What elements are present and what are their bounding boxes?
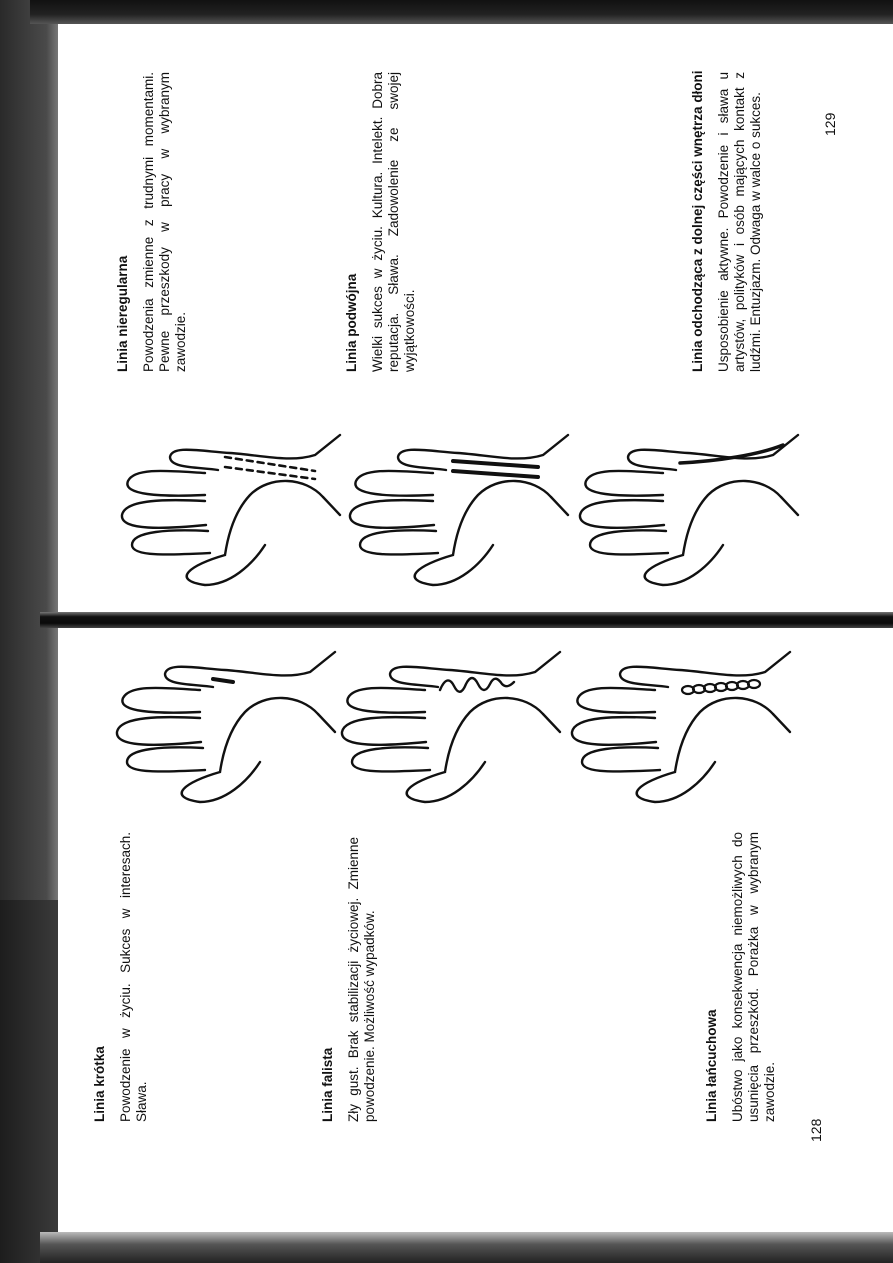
- scan-edge-top: [30, 0, 893, 24]
- entry-title: Linia łańcuchowa: [704, 1009, 719, 1122]
- entry-title: Linia krótka: [92, 1046, 107, 1122]
- entry-title: Linia podwójna: [344, 273, 359, 372]
- hand-illustration-irregular-line: [110, 415, 295, 641]
- entry-linia-nieregularna: [115, 72, 189, 372]
- page-number-text: 128: [808, 1118, 824, 1142]
- entry-title: Linia falista: [320, 1047, 335, 1122]
- entry-text: Ubóstwo jako konsekwencja niemożliwych do usunięcia przeszkód. Porażka w wybranym zawodzie.: [730, 832, 777, 1122]
- hand-outline-icon: [105, 632, 290, 858]
- hand-outline-icon: [110, 415, 295, 641]
- scan-edge-left-lower: [0, 900, 58, 1263]
- hand-outline-icon: [560, 632, 745, 858]
- page-number: [822, 96, 838, 136]
- page-number-text: 129: [822, 112, 838, 136]
- hand-outline-icon: [568, 415, 753, 641]
- entry-text: Zły gust. Brak stabilizacji życiowej. Zmienne powodzenie. Możliwość wypadków.: [346, 837, 377, 1122]
- entry-title: Linia odchodząca z dolnej części wnętrza dłoni: [690, 70, 705, 372]
- hand-illustration-lower-palm-line: [568, 415, 753, 641]
- entry-text: Wielki sukces w życiu. Kultura. Intelekt. Dobra reputacja. Sława. Zadowolenie ze swojej wyjątkowości.: [370, 72, 417, 372]
- page-number: [808, 1102, 824, 1142]
- entry-text: Usposobienie aktywne. Powodzenie i sława u artystów, polityków i osób mających kontakt z ludźmi. Entuzjazm. Odwaga w walce o sukces.: [716, 72, 763, 372]
- entry-text: Powodzenie w życiu. Sukces w interesach. Sława.: [118, 832, 149, 1122]
- entry-linia-odchodzaca: [690, 72, 764, 372]
- entry-linia-podwojna: [344, 72, 418, 372]
- hand-outline-icon: [338, 415, 523, 641]
- hand-outline-icon: [330, 632, 515, 858]
- hand-illustration-double-line: [338, 415, 523, 641]
- hand-illustration-chain-line: [560, 632, 745, 858]
- hand-illustration-short-line: [105, 632, 290, 858]
- wavy-line-mark: [440, 678, 514, 692]
- entry-linia-lancuchowa: [704, 832, 778, 1122]
- short-line-mark: [213, 679, 233, 682]
- entry-text: Powodzenia zmienne z trudnymi momentami. Pewne przeszkody w pracy w wybranym zawodzie.: [141, 72, 188, 372]
- scan-edge-bottom: [40, 1232, 893, 1263]
- entry-title: Linia nieregularna: [115, 255, 130, 372]
- hand-illustration-wavy-line: [330, 632, 515, 858]
- entry-linia-krotka: [92, 832, 150, 1122]
- entry-linia-falista: [320, 837, 378, 1122]
